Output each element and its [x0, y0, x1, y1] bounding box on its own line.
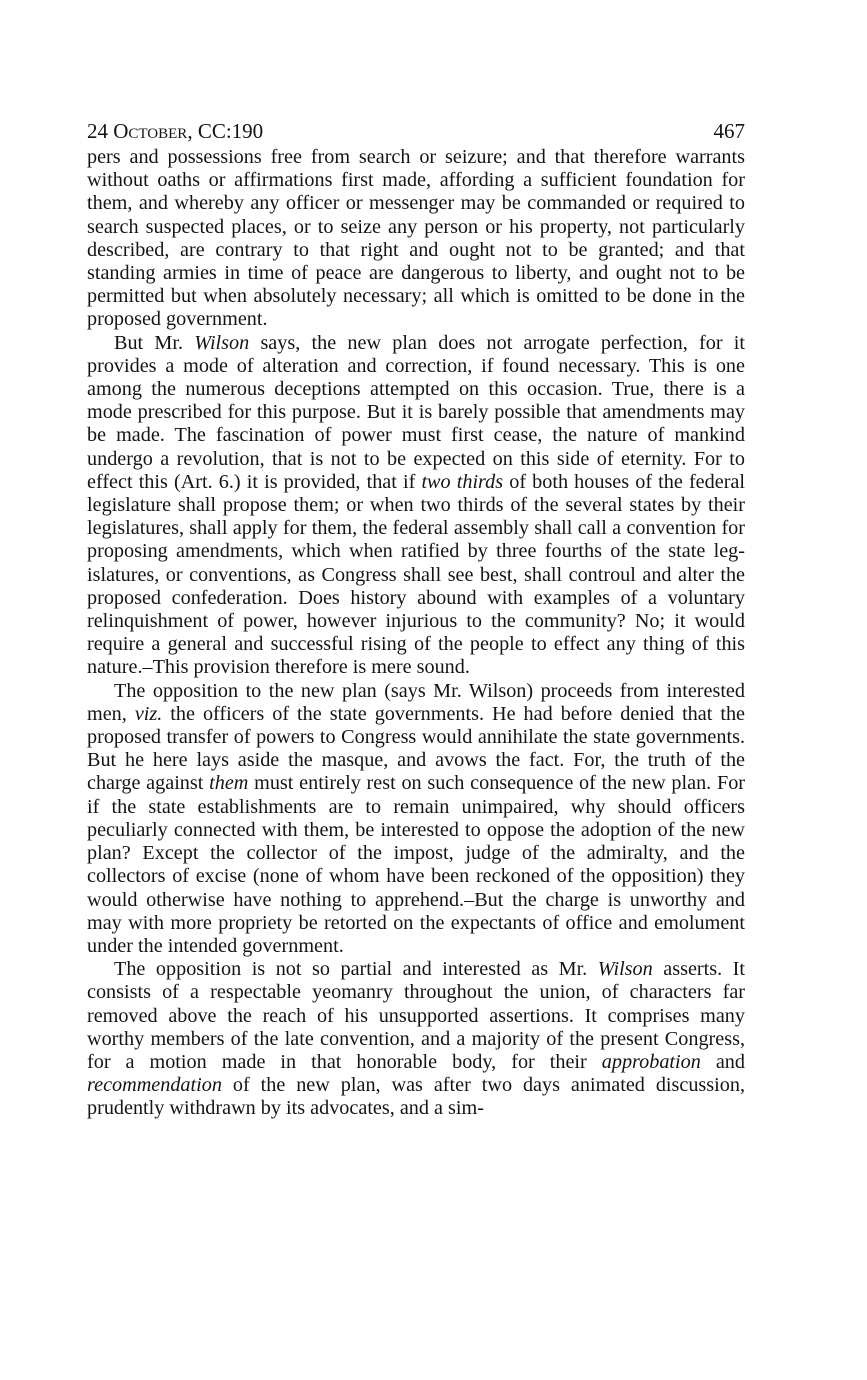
italic-text: them — [209, 772, 249, 795]
running-head — [87, 118, 745, 146]
text-segment: of the new plan, was after two days animated discussion, prudently withdrawn by its advocates, and a sim- — [87, 1074, 745, 1120]
date-prefix: 24 — [87, 119, 114, 143]
body-text — [87, 146, 745, 1121]
date-month: October — [113, 119, 188, 143]
paragraph-1 — [87, 146, 745, 332]
text-segment: says, the new plan does not arrogate perfection, for it provides a mode of alteration and correction, if found necessary. This is one among the numerous deceptions attempted on this occasion. True, there is a mode prescribed for this purpose. But it is barely possible that amendments may be made. The fascination of power must first cease, the nature of mankind undergo a revolution, that is not to be expected on this side of eternity. For to effect this (Art. 6.) it is provided, that if — [87, 331, 745, 493]
paragraph-2 — [87, 332, 745, 680]
italic-text: Wilson — [194, 331, 250, 354]
italic-text: two thirds — [421, 470, 504, 493]
text-segment: must entirely rest on such consequence of the new plan. For if the state establishments are to remain unimpaired, why should officers peculiarly connected with them, be interested to oppose the adoption of the new plan? Except the collector of the impost, judge of the admiralty, and the collectors of excise (none of whom have been reckoned of the opposition) they would otherwise have nothing to apprehend.–But the charge is unworthy and may with more propriety be retorted on the expectants of office and emolument under the intended government. — [87, 772, 746, 957]
text-segment: But Mr. — [114, 331, 195, 354]
page-number: 467 — [713, 119, 745, 143]
text-segment: asserts. It consists of a respectable yeomanry throughout the union, of characters far removed above the reach of his unsupported assertions. It comprises many worthy members of the late convention, and a majority of the present Congress, for a motion made in that honorable body, for their — [87, 958, 745, 1073]
italic-text: recommendation — [87, 1074, 222, 1097]
text-segment: of both houses of the federal legislature shall propose them; or when two thirds of the several states by their legislatures, shall apply for them, the federal assembly shall call a convention for proposing amendments, which when ratified by three fourths of the state legislatures, or conventions, as Congress shall see best, shall controul and alter the proposed confederation. Does history abound with examples of a voluntary relinquishment of power, however injurious to the community? No; it would require a general and successful rising of the people to effect any thing of this nature.–This provision therefore is mere sound. — [87, 470, 745, 679]
text-segment: pers and possessions free from search or seizure; and that therefore warrants without oaths or affirmations first made, affording a sufficient foundation for them, and whereby any officer or messenger may be commanded or required to search suspected places, or to seize any person or his property, not particularly described, are contrary to that right and ought not to be granted; and that standing armies in time of peace are dangerous to liberty, and ought not to be permitted but when absolutely necessary; all which is omitted to be done in the proposed government. — [87, 146, 745, 331]
text-segment: The opposition to the new plan (says Mr. Wilson) proceeds from interested men, — [87, 679, 745, 725]
italic-text: Wilson — [597, 958, 653, 981]
paragraph-3 — [87, 680, 745, 958]
document-reference: , CC:190 — [187, 119, 264, 143]
italic-text: viz. — [134, 702, 163, 725]
document-page — [87, 118, 745, 1121]
italic-text: approbation — [601, 1050, 701, 1073]
paragraph-4 — [87, 958, 745, 1120]
text-segment: the officers of the state governments. He had before denied that the proposed transfer of powers to Congress would annihilate the state governments. But he here lays aside the masque, and avows the fact. For, the truth of the charge against — [87, 702, 745, 795]
text-segment: and — [700, 1050, 745, 1073]
running-head-left — [87, 118, 263, 144]
text-segment: The opposition is not so partial and interested as Mr. — [114, 958, 598, 981]
